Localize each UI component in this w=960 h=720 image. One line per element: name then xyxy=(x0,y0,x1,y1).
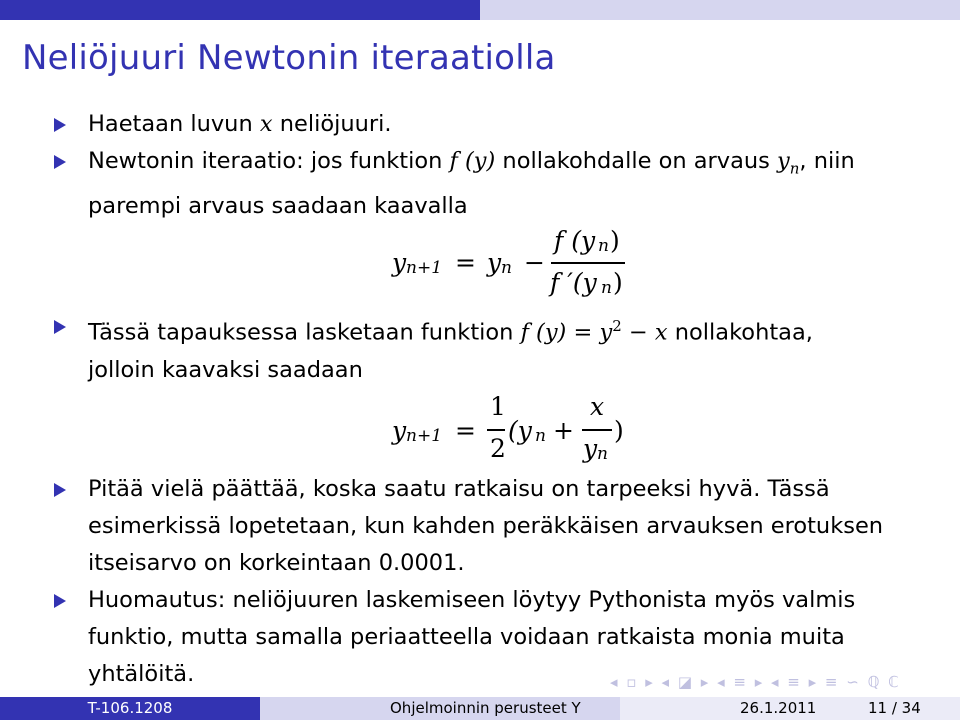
slide-content xyxy=(52,106,932,225)
bullet-item-3: Tässä tapauksessa lasketaan funktion f $(y) = y^2 - x$ nollakohtaa, jolloin kaavaksi saadaan xyxy=(52,308,932,389)
footer-page-number: 11 / 34 xyxy=(868,699,921,717)
bullet-triangle-icon xyxy=(54,594,66,608)
footer-subtitle: Ohjelmoinnin perusteet Y xyxy=(390,699,581,717)
footer-course: T-106.1208 xyxy=(0,697,260,720)
fraction-line xyxy=(487,429,505,431)
bullet-item-2: Newtonin iteraatio: jos funktion f (y) nollakohdalle on arvaus $y_n$, niin parempi arvaus saadaan kaavalla xyxy=(52,143,932,225)
slide-content-3 xyxy=(52,471,932,693)
beamer-navigation-icons[interactable]: ◂ ▫ ▸ ◂ ◪ ▸ ◂ ≡ ▸ ◂ ≡ ▸ ≡ ∽ ℚ ℂ xyxy=(610,673,901,691)
header-bar-left xyxy=(0,0,480,20)
fraction-line xyxy=(582,429,612,431)
footer-subtitle-cell xyxy=(260,697,620,720)
bullet-item-1: Haetaan luvun x neliöjuuri. xyxy=(52,106,932,143)
bullet-triangle-icon xyxy=(54,320,66,334)
footer-bar xyxy=(0,697,960,720)
header-bar-right xyxy=(480,0,960,20)
header-bar xyxy=(0,0,960,20)
slide-content-2 xyxy=(52,308,932,389)
bullet-item-5: Huomautus: neliöjuuren laskemiseen löytyy Pythonista myös valmis funktio, mutta samalla periaatteella voidaan ratkaista monia muita yhtälöitä. xyxy=(52,582,932,693)
bullet-triangle-icon xyxy=(54,155,66,169)
bullet-triangle-icon xyxy=(54,118,66,132)
bullet-item-4: Pitää vielä päättää, koska saatu ratkaisu on tarpeeksi hyvä. Tässä esimerkissä lopetetaan, kun kahden peräkkäisen arvauksen erotuksen itseisarvo on korkeintaan 0.0001. xyxy=(52,471,932,582)
fraction-line xyxy=(551,262,625,264)
footer-info-cell xyxy=(620,697,960,720)
slide-title: Neliöjuuri Newtonin iteraatiolla xyxy=(22,38,556,78)
footer-date: 26.1.2011 xyxy=(740,699,817,717)
bullet-triangle-icon xyxy=(54,483,66,497)
